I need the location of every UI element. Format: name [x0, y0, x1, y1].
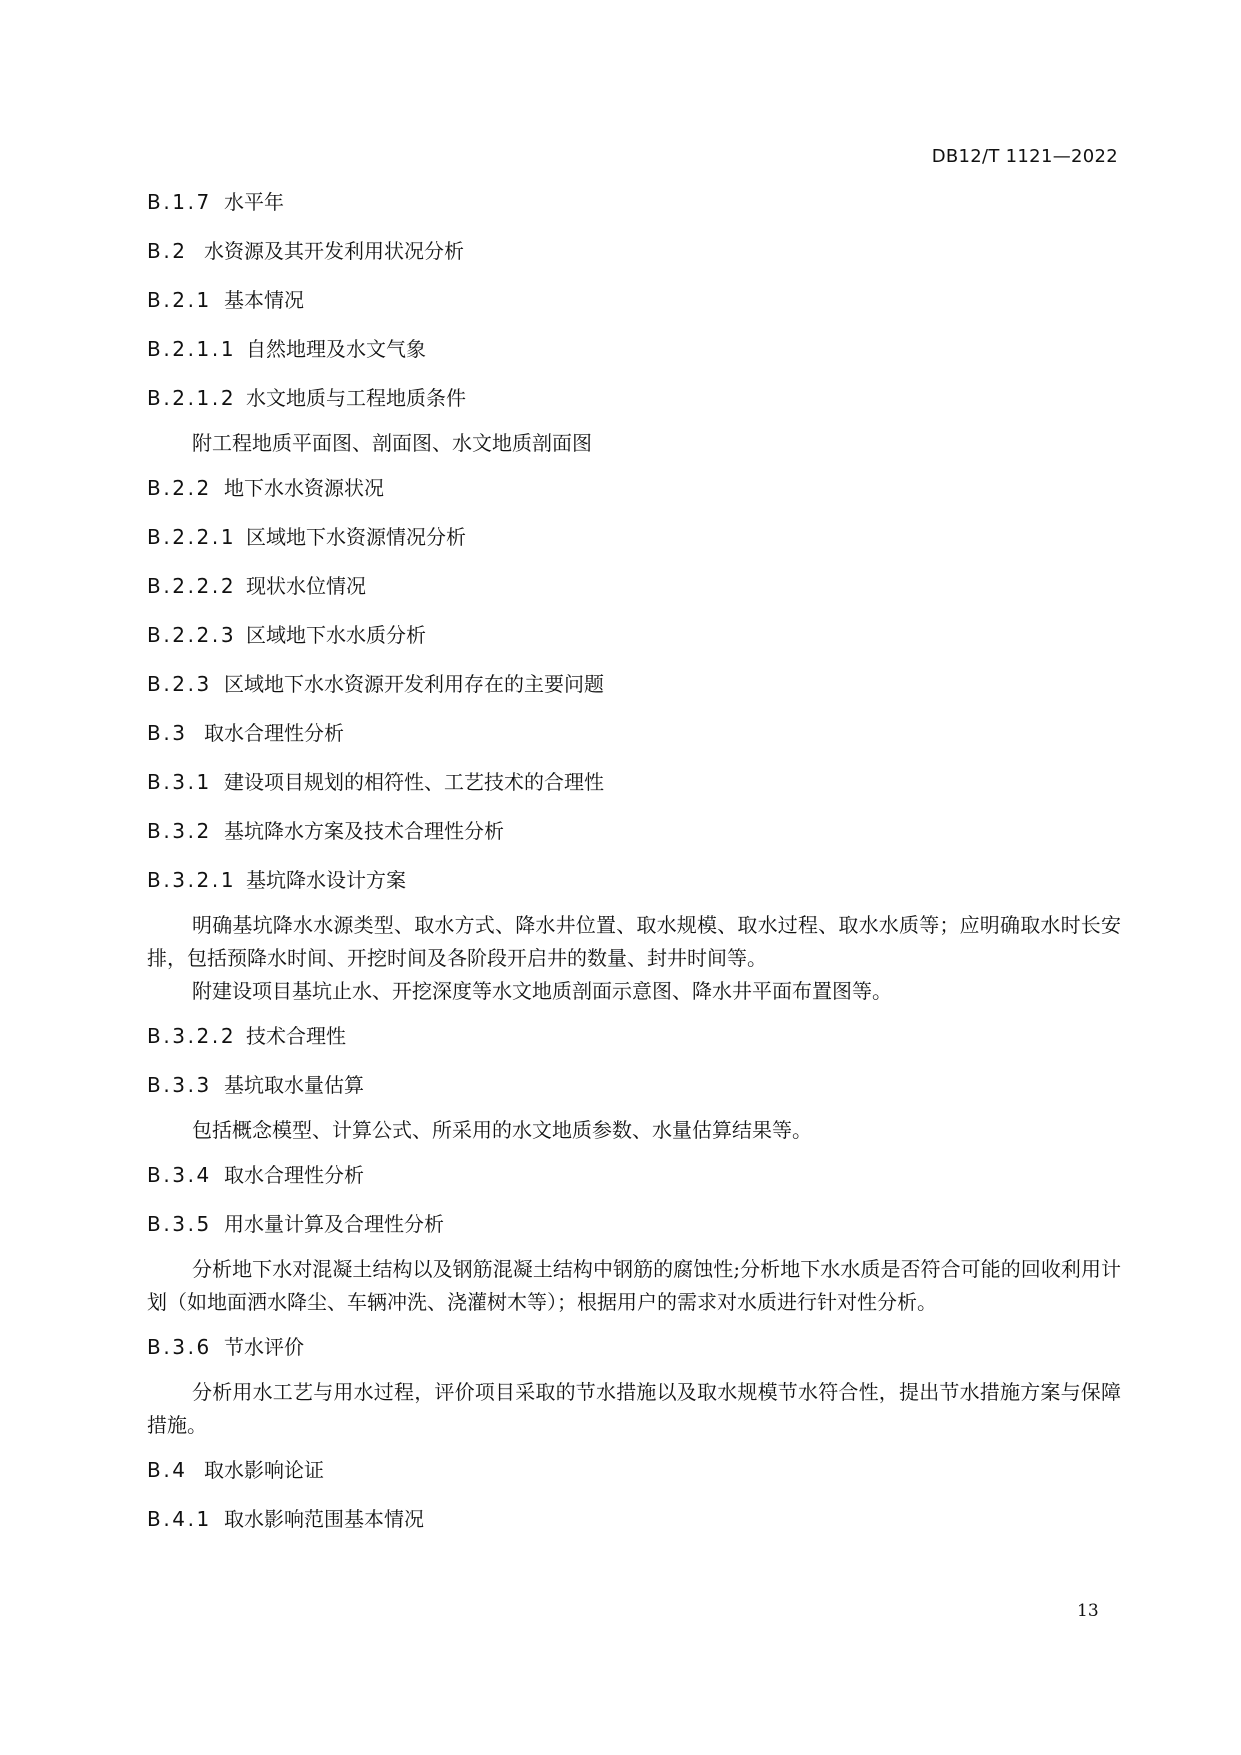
section-number: B.2.2.3: [147, 623, 237, 647]
document-body: [147, 190, 1121, 1556]
section-number: B.2.1.2: [147, 386, 237, 410]
section-title: 区域地下水水资源开发利用存在的主要问题: [224, 672, 604, 696]
section-number: B.1.7: [147, 190, 212, 214]
section-number: B.3.2.2: [147, 1024, 237, 1048]
paragraph: 附建设项目基坑止水、开挖深度等水文地质剖面示意图、降水井平面布置图等。: [192, 979, 892, 1003]
section-heading: [147, 868, 1121, 917]
paragraph-block: [147, 1376, 1121, 1442]
section-number: B.3: [147, 721, 188, 745]
section-heading: [147, 525, 1121, 574]
section-title: 取水影响论证: [204, 1458, 324, 1482]
section-heading: [147, 1212, 1121, 1261]
section-heading: [147, 623, 1121, 672]
paragraph: 分析地下水对混凝土结构以及钢筋混凝土结构中钢筋的腐蚀性;分析地下水水质是否符合可能的回收利用计划（如地面洒水降尘、车辆冲洗、浇灌树木等）；根据用户的需求对水质进行针对性分析。: [147, 1257, 1121, 1314]
section-title: 水文地质与工程地质条件: [246, 386, 466, 410]
section-number: B.3.6: [147, 1335, 212, 1359]
section-number: B.2.2: [147, 476, 212, 500]
section-heading: [147, 190, 1121, 239]
paragraph: 分析用水工艺与用水过程，评价项目采取的节水措施以及取水规模节水符合性，提出节水措施方案与保障措施。: [147, 1380, 1121, 1437]
section-number: B.3.5: [147, 1212, 212, 1236]
section-heading: [147, 239, 1121, 288]
section-heading: [147, 1073, 1121, 1122]
section-number: B.3.2.1: [147, 868, 237, 892]
section-title: 基本情况: [224, 288, 304, 312]
section-number: B.2.3: [147, 672, 212, 696]
section-heading: [147, 288, 1121, 337]
paragraph: 包括概念模型、计算公式、所采用的水文地质参数、水量估算结果等。: [192, 1118, 812, 1142]
document-code: DB12/T 1121—2022: [931, 146, 1118, 167]
section-number: B.2.1: [147, 288, 212, 312]
section-title: 节水评价: [224, 1335, 304, 1359]
section-heading: [147, 1024, 1121, 1073]
section-title: 技术合理性: [246, 1024, 346, 1048]
section-heading: [147, 1507, 1121, 1556]
section-heading: [147, 770, 1121, 819]
section-heading: [147, 337, 1121, 386]
paragraph-block: [147, 909, 1121, 1008]
section-heading: [147, 1335, 1121, 1384]
section-number: B.3.4: [147, 1163, 212, 1187]
section-title: 自然地理及水文气象: [246, 337, 426, 361]
section-heading: [147, 1458, 1121, 1507]
section-heading: [147, 476, 1121, 525]
paragraph: 明确基坑降水水源类型、取水方式、降水井位置、取水规模、取水过程、取水水质等；应明确取水时长安排，包括预降水时间、开挖时间及各阶段开启井的数量、封井时间等。: [147, 913, 1121, 970]
section-heading: [147, 386, 1121, 435]
paragraph-block: [147, 1253, 1121, 1319]
section-title: 区域地下水水质分析: [246, 623, 426, 647]
section-title: 地下水水资源状况: [224, 476, 384, 500]
paragraph: 附工程地质平面图、剖面图、水文地质剖面图: [192, 431, 592, 455]
section-title: 水资源及其开发利用状况分析: [204, 239, 464, 263]
section-number: B.2.2.2: [147, 574, 237, 598]
section-number: B.3.3: [147, 1073, 212, 1097]
section-title: 基坑降水设计方案: [246, 868, 406, 892]
page-number: 13: [1077, 1601, 1099, 1621]
section-title: 基坑降水方案及技术合理性分析: [224, 819, 504, 843]
section-title: 区域地下水资源情况分析: [246, 525, 466, 549]
section-number: B.3.1: [147, 770, 212, 794]
section-heading: [147, 819, 1121, 868]
section-title: 用水量计算及合理性分析: [224, 1212, 444, 1236]
section-title: 现状水位情况: [246, 574, 366, 598]
section-heading: [147, 1163, 1121, 1212]
section-number: B.4.1: [147, 1507, 212, 1531]
section-heading: [147, 574, 1121, 623]
section-title: 取水合理性分析: [204, 721, 344, 745]
section-title: 建设项目规划的相符性、工艺技术的合理性: [224, 770, 604, 794]
section-title: 基坑取水量估算: [224, 1073, 364, 1097]
section-title: 取水影响范围基本情况: [224, 1507, 424, 1531]
section-heading: [147, 672, 1121, 721]
section-title: 取水合理性分析: [224, 1163, 364, 1187]
section-number: B.3.2: [147, 819, 212, 843]
section-number: B.2.1.1: [147, 337, 237, 361]
section-number: B.2: [147, 239, 188, 263]
section-title: 水平年: [224, 190, 284, 214]
section-number: B.4: [147, 1458, 188, 1482]
section-heading: [147, 721, 1121, 770]
section-number: B.2.2.1: [147, 525, 237, 549]
